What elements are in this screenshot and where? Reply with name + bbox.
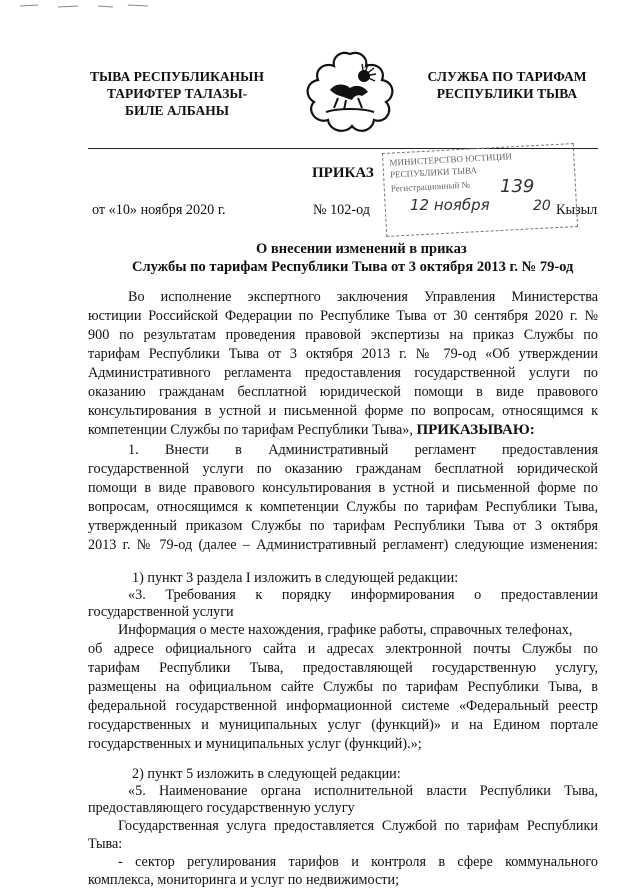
subitem2-heading: «5. Наименование органа исполнительной власти Республики Тыва, — [128, 783, 598, 799]
preamble-line: консультирования в устной и письменной форме по вопросам, относящимся к — [88, 403, 598, 419]
preamble-line: оказанию гражданам бесплатной юридической помощи в виде правового — [88, 384, 598, 400]
preamble-line: Административного регламента предоставления государственной услуги по — [88, 365, 598, 381]
subitem2-text: комплекса, мониторинга и услуг по недвижимости; — [88, 872, 400, 888]
header-left-line: ТАРИФТЕР ТАЛАЗЫ- — [106, 86, 248, 101]
preamble-last-text: компетенции Службы по тарифам Республики Тыва», — [88, 422, 413, 438]
handwritten-reg-year: 20 — [533, 198, 551, 214]
subitem1-text: об адресе официального сайта и адресах электронной почты Службы по — [88, 641, 598, 657]
subitem1-text: федеральной государственной информационной системе «Федеральный реестр — [88, 698, 598, 714]
header-right — [412, 68, 602, 102]
subitem2-text: Тыва: — [88, 836, 123, 852]
subitem1-text: Информация о месте нахождения, графике работы, справочных телефонах, — [118, 622, 573, 638]
item1-line: 2013 г. № 79-од (далее – Административный регламент) следующие изменения: — [88, 537, 598, 553]
subitem1-text: государственных и муниципальных услуг (функций)» и на Едином портале — [88, 717, 598, 733]
stamp-line: МИНИСТЕРСТВО ЮСТИЦИИ — [389, 151, 513, 168]
subitem2-text: Государственная услуга предоставляется Службой по тарифам Республики — [118, 818, 598, 834]
header-right-line: СЛУЖБА ПО ТАРИФАМ — [427, 69, 587, 84]
order-city: Кызыл — [556, 202, 598, 218]
subitem2-intro: 2) пункт 5 изложить в следующей редакции: — [132, 766, 401, 782]
subitem2-text: - сектор регулирования тарифов и контроля в сфере коммунального — [118, 854, 598, 870]
item1-line: вопросам, относящимся к компетенции Службы по тарифам Республики Тыва, — [88, 499, 598, 515]
order-date: от «10» ноября 2020 г. — [92, 202, 226, 218]
handwritten-reg-date: 12 ноября — [410, 196, 490, 214]
stamp-line: РЕСПУБЛИКИ ТЫВА — [389, 165, 478, 180]
preamble-last-line — [88, 421, 535, 440]
header-left — [72, 68, 282, 119]
stamp-line: Регистрационный № — [390, 179, 471, 194]
subitem1-text: размещены на официальном сайте Службы по тарифам Республики Тыва, в — [88, 679, 598, 695]
document-title: О внесении изменений в приказ — [256, 241, 467, 257]
document-title: Службы по тарифам Республики Тыва от 3 октября 2013 г. № 79-од — [132, 259, 574, 275]
item1-line: утвержденный приказом Службы по тарифам Республики Тыва от 3 октября — [88, 518, 598, 534]
scan-artifact — [18, 2, 168, 10]
order-number: № 102-од — [313, 202, 370, 218]
subitem1-text: тарифам Республики Тыва, предоставляющей государственную услугу, — [88, 660, 598, 676]
header-left-line: БИЛЕ АЛБАНЫ — [125, 103, 229, 118]
registration-stamp — [382, 143, 578, 237]
header-right-line: РЕСПУБЛИКИ ТЫВА — [436, 86, 578, 101]
preamble-line: тарифам Республики Тыва от 3 октября 2013 г. № 79-од «Об утверждении — [88, 346, 598, 362]
coat-of-arms-emblem — [302, 48, 398, 134]
subitem1-text: государственных и муниципальных услуг (функций).»; — [88, 736, 422, 752]
item1-line: 1. Внести в Административный регламент предоставления — [128, 442, 598, 458]
subitem1-heading: государственной услуги — [88, 604, 234, 620]
item1-line: государственной услуги по оказанию гражданам бесплатной юридической — [88, 461, 598, 477]
preamble-line: Во исполнение экспертного заключения Управления Министерства — [128, 289, 598, 305]
item1-line: помощи в виде правового консультирования в устной и письменной форме по — [88, 480, 598, 496]
command-word: ПРИКАЗЫВАЮ: — [416, 422, 535, 438]
order-title: ПРИКАЗ — [312, 165, 374, 181]
header-left-line: ТЫВА РЕСПУБЛИКАНЫН — [90, 69, 264, 84]
subitem2-heading: предоставляющего государственную услугу — [88, 800, 355, 816]
preamble-line: юстиции Российской Федерации по Республике Тыва от 30 сентября 2020 г. № — [88, 308, 598, 324]
preamble-line: 900 по результатам проведения правовой экспертизы на приказ Службы по — [88, 327, 598, 343]
subitem1-heading: «3. Требования к порядку информирования о предоставлении — [128, 587, 598, 603]
handwritten-reg-number: 139 — [500, 176, 535, 197]
subitem1-intro: 1) пункт 3 раздела I изложить в следующей редакции: — [132, 570, 459, 586]
